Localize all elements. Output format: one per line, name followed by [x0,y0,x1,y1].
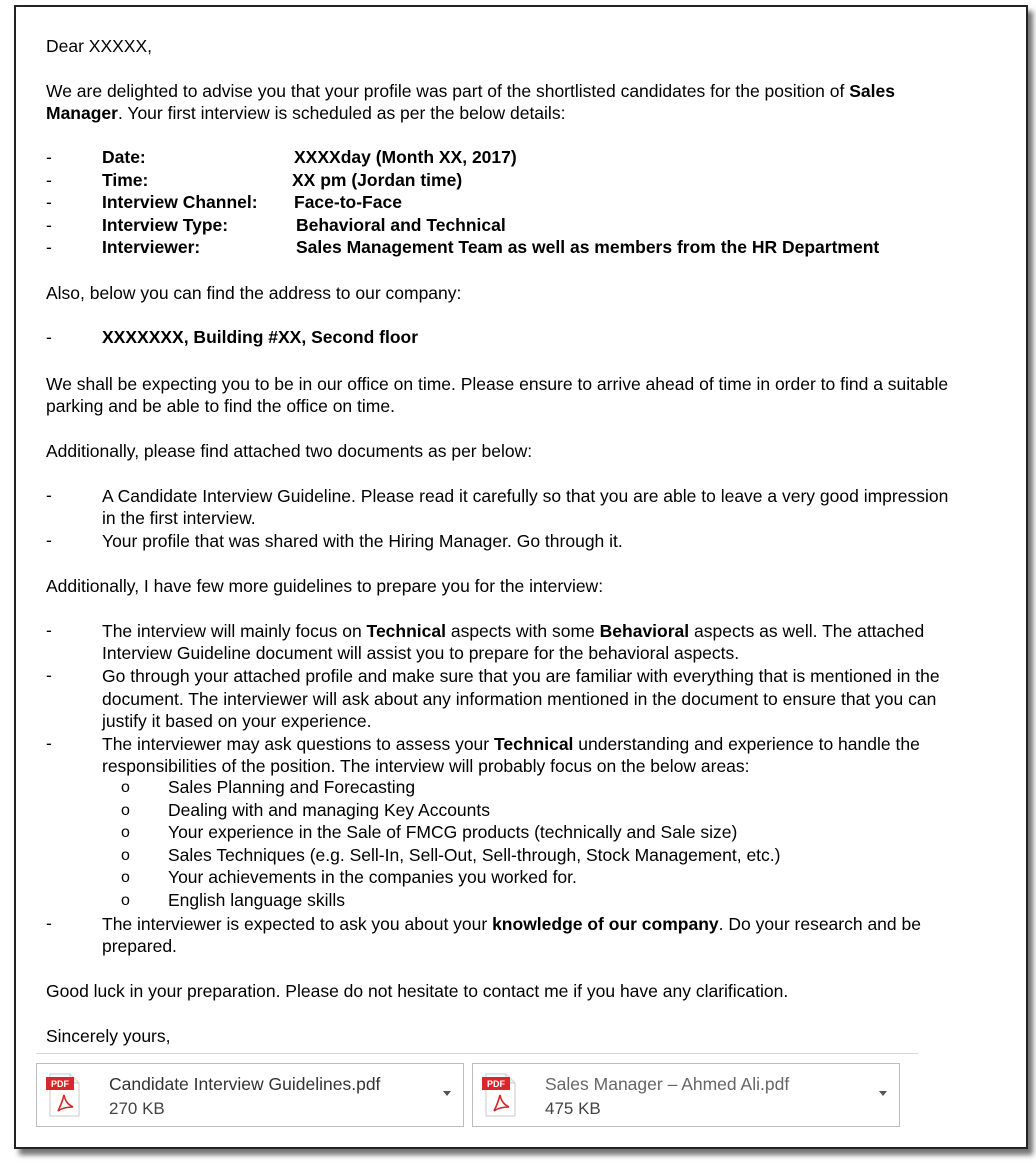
bullet-circle: o [121,824,130,841]
detail-label-date: Date: [102,147,146,167]
guideline-2-line-3: justify it based on your experience. [102,711,372,731]
bullet-circle: o [121,802,130,819]
detail-value-interviewer: Sales Management Team as well as members from the HR Department [296,237,880,257]
bullet-circle: o [121,847,130,864]
bullet-dash: - [46,620,52,640]
bullet-dash: - [46,913,52,933]
doc-item-2: Your profile that was shared with the Hiring Manager. Go through it. [102,531,623,551]
chevron-down-icon[interactable] [443,1091,451,1096]
guideline-4-line-2: prepared. [102,936,177,956]
attachment-size: 270 KB [109,1099,165,1118]
doc-item-1-line-1: A Candidate Interview Guideline. Please read it carefully so that you are able to leave a very good impression [102,486,949,506]
company-address: XXXXXXX, Building #XX, Second floor [102,327,419,347]
chevron-down-icon[interactable] [879,1091,887,1096]
guideline-3-line-1: The interviewer may ask questions to assess your Technical understanding and experience to handle the [102,734,920,754]
area-item: English language skills [168,890,346,910]
detail-label-interviewer: Interviewer: [102,237,201,257]
detail-label-type: Interview Type: [102,215,229,235]
guideline-3-line-2: responsibilities of the position. The interview will probably focus on the below areas: [102,756,750,776]
pdf-icon [46,1073,80,1117]
detail-value-time: XX pm (Jordan time) [292,170,463,190]
bullet-dash: - [46,237,52,257]
attachment-name[interactable]: Sales Manager – Ahmed Ali.pdf [545,1074,790,1094]
detail-label-channel: Interview Channel: [102,192,258,212]
detail-value-type: Behavioral and Technical [296,215,506,235]
area-item: Sales Planning and Forecasting [168,777,416,797]
pdf-icon [482,1073,516,1117]
pdf-badge-label: PDF [487,1079,505,1089]
bullet-circle: o [121,779,130,796]
guideline-4-line-1: The interviewer is expected to ask you about your knowledge of our company. Do your research and be [102,914,921,934]
guideline-2-line-2: document. The interviewer will ask about any information mentioned in the document to ensure that you can [102,689,937,709]
guideline-2-line-1: Go through your attached profile and make sure that you are familiar with everything that is mentioned in the [102,666,940,686]
area-item: Your experience in the Sale of FMCG products (technically and Sale size) [168,822,738,842]
bullet-dash: - [46,192,52,212]
address-intro: Also, below you can find the address to our company: [46,283,462,303]
bullet-dash: - [46,170,52,190]
signoff: Sincerely yours, [46,1026,171,1046]
bullet-dash: - [46,215,52,235]
expect-line-1: We shall be expecting you to be in our office on time. Please ensure to arrive ahead of time in order to find a suitable [46,374,949,394]
attachment-size: 475 KB [545,1099,601,1118]
area-item: Sales Techniques (e.g. Sell-In, Sell-Out, Sell-through, Stock Management, etc.) [168,845,781,865]
bullet-dash: - [46,485,52,505]
attachment-name[interactable]: Candidate Interview Guidelines.pdf [109,1074,381,1094]
bullet-dash: - [46,733,52,753]
docs-intro: Additionally, please find attached two documents as per below: [46,441,533,461]
intro-line-1: We are delighted to advise you that your profile was part of the shortlisted candidates for the position of Sales [46,81,895,101]
detail-value-date: XXXXday (Month XX, 2017) [294,147,517,167]
closing-line: Good luck in your preparation. Please do not hesitate to contact me if you have any clarification. [46,981,789,1001]
bullet-dash: - [46,147,52,167]
detail-value-channel: Face-to-Face [294,192,402,212]
area-item: Your achievements in the companies you worked for. [168,867,577,887]
guidelines-intro: Additionally, I have few more guidelines to prepare you for the interview: [46,576,604,596]
guideline-1-line-2: Interview Guideline document will assist you to prepare for the behavioral aspects. [102,643,740,663]
bullet-dash: - [46,327,52,347]
intro-line-2: Manager. Your first interview is scheduled as per the below details: [46,103,566,123]
detail-label-time: Time: [102,170,149,190]
expect-line-2: parking and be able to find the office on time. [46,396,395,416]
bullet-circle: o [121,892,130,909]
bullet-dash: - [46,665,52,685]
bullet-circle: o [121,869,130,886]
attachments-divider [36,1053,918,1054]
attachment-card[interactable] [36,1063,464,1127]
pdf-badge-label: PDF [51,1079,69,1089]
doc-item-1-line-2: in the first interview. [102,508,256,528]
greeting: Dear XXXXX, [46,36,153,56]
guideline-1-line-1: The interview will mainly focus on Technical aspects with some Behavioral aspects as well. The attached [102,621,925,641]
attachment-card[interactable] [472,1063,900,1127]
area-item: Dealing with and managing Key Accounts [168,800,491,820]
bullet-dash: - [46,530,52,550]
